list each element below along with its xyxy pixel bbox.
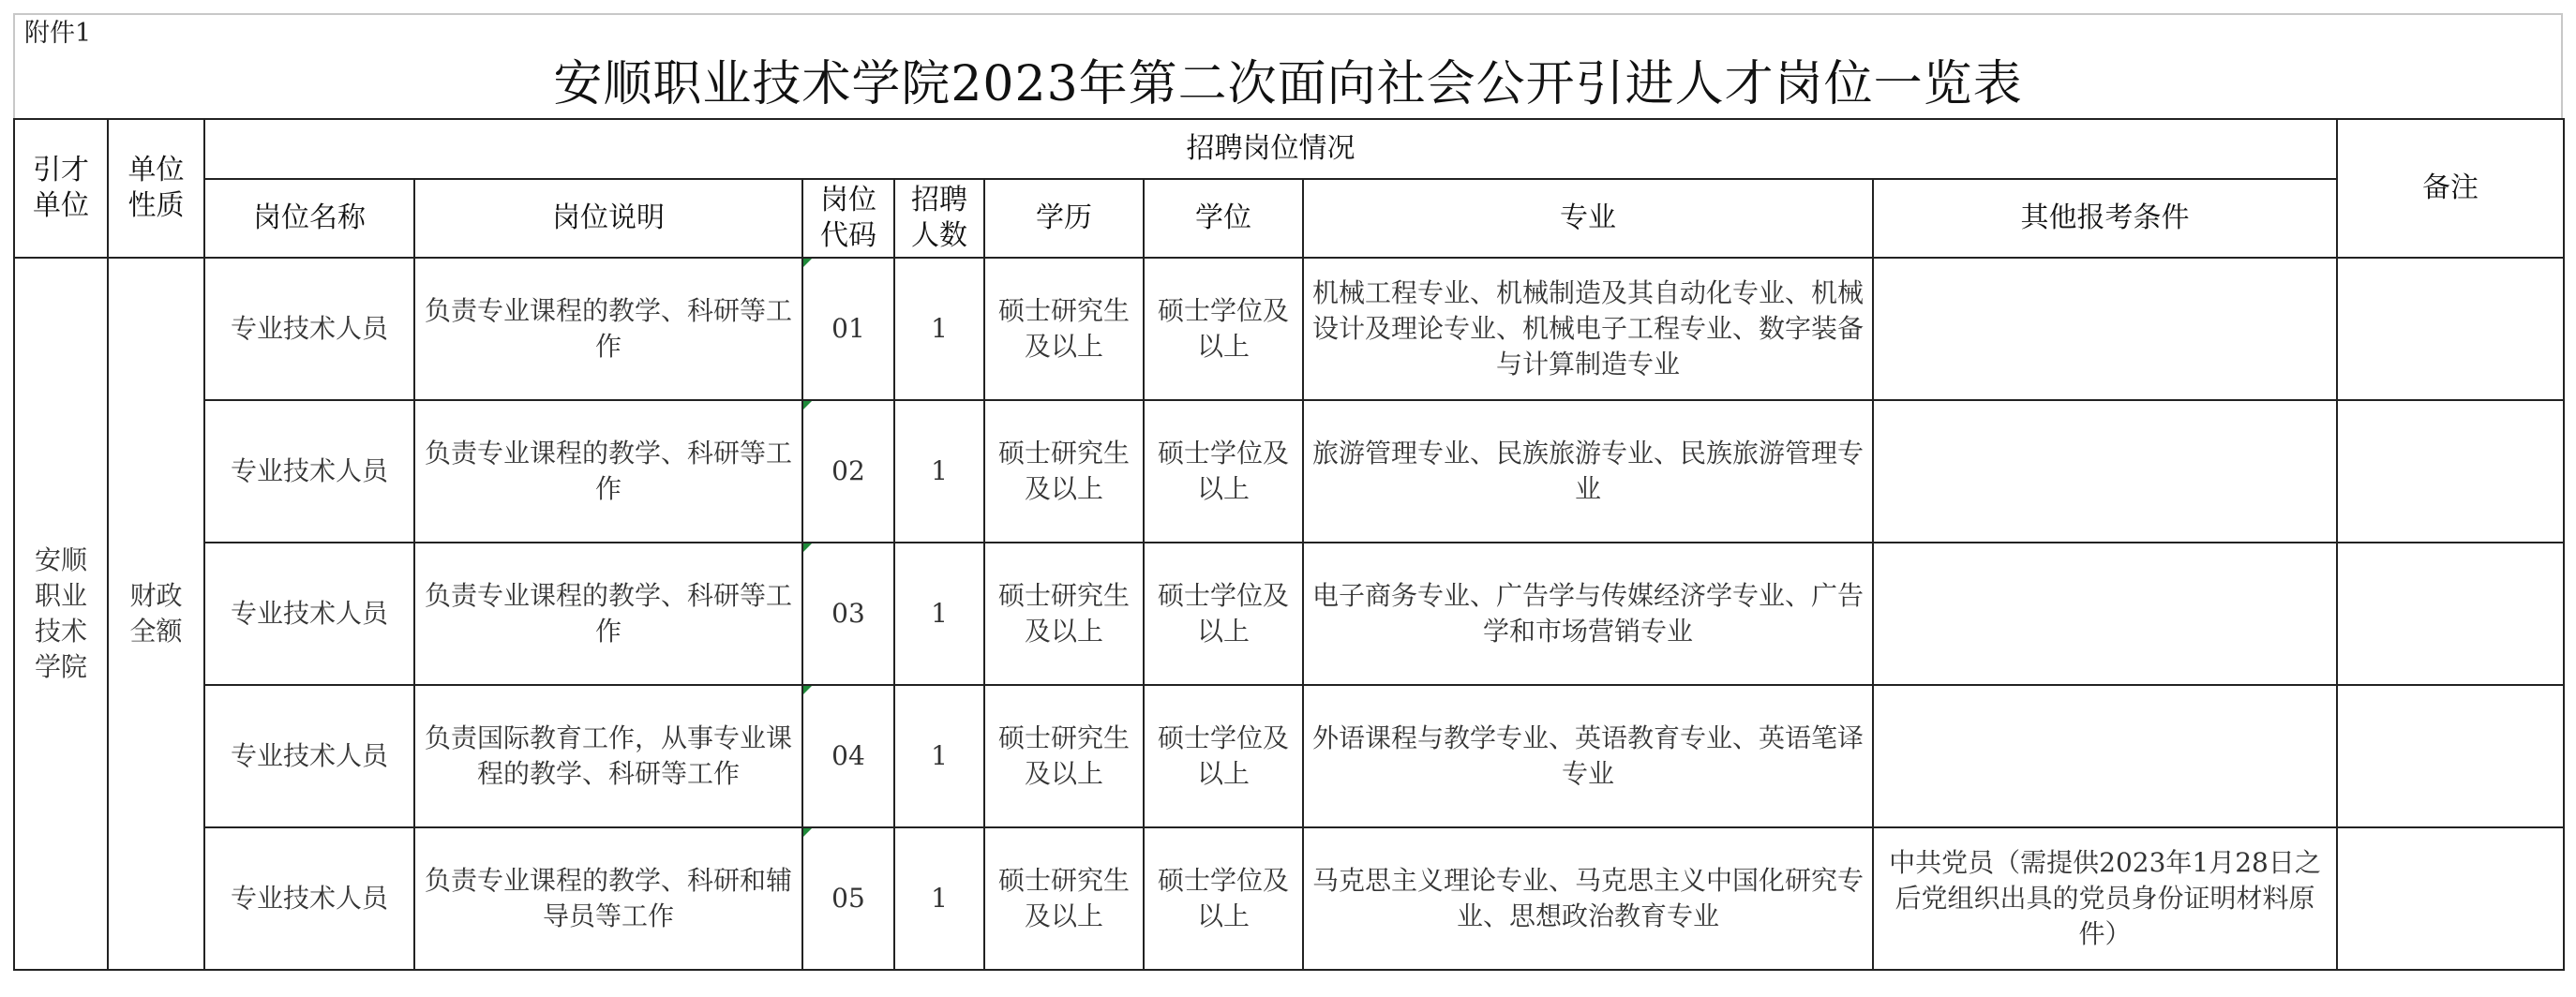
cell-other-conditions[interactable]: 中共党员（需提供2023年1月28日之后党组织出具的党员身份证明材料原件） xyxy=(1873,827,2337,970)
spreadsheet-sheet xyxy=(13,13,2563,971)
table-row xyxy=(14,258,2564,400)
cell-num-recruit[interactable]: 1 xyxy=(894,258,984,400)
cell-note-marker-icon xyxy=(803,401,812,409)
cell-position-code-text: 03 xyxy=(831,598,865,629)
header-unit-type-text: 单位 性质 xyxy=(127,154,185,222)
cell-unit-text: 安顺 职业 技术 学院 xyxy=(34,544,87,682)
cell-position-code-text: 01 xyxy=(831,313,865,344)
cell-num-recruit[interactable]: 1 xyxy=(894,827,984,970)
cell-degree[interactable]: 硕士学位及以上 xyxy=(1144,543,1303,685)
cell-degree[interactable]: 硕士学位及以上 xyxy=(1144,827,1303,970)
cell-note-marker-icon xyxy=(803,543,812,552)
table-row xyxy=(14,685,2564,827)
header-position-code-text: 岗位 代码 xyxy=(820,184,876,252)
cell-position-code[interactable] xyxy=(802,400,894,543)
cell-unit-type-text: 财政 全额 xyxy=(129,580,183,647)
cell-position-code-text: 04 xyxy=(831,740,865,771)
cell-position-code-text: 02 xyxy=(831,455,865,486)
cell-degree[interactable]: 硕士学位及以上 xyxy=(1144,258,1303,400)
header-recruit-group[interactable]: 招聘岗位情况 xyxy=(204,119,2337,179)
cell-remarks[interactable] xyxy=(2337,258,2564,400)
header-unit[interactable] xyxy=(14,119,108,258)
cell-position-code[interactable] xyxy=(802,685,894,827)
cell-position-code[interactable] xyxy=(802,258,894,400)
cell-note-marker-icon xyxy=(803,828,812,837)
cell-remarks[interactable] xyxy=(2337,685,2564,827)
cell-num-recruit[interactable]: 1 xyxy=(894,400,984,543)
cell-education[interactable]: 硕士研究生及以上 xyxy=(984,258,1144,400)
cell-major[interactable]: 电子商务专业、广告学与传媒经济学专业、广告学和市场营销专业 xyxy=(1303,543,1873,685)
table-row xyxy=(14,400,2564,543)
table-row xyxy=(14,827,2564,970)
cell-position-name[interactable]: 专业技术人员 xyxy=(204,258,414,400)
cell-position-name[interactable]: 专业技术人员 xyxy=(204,685,414,827)
cell-position-desc[interactable]: 负责专业课程的教学、科研等工作 xyxy=(414,543,802,685)
header-row-1 xyxy=(14,119,2564,179)
cell-remarks[interactable] xyxy=(2337,827,2564,970)
header-unit-type[interactable] xyxy=(108,119,204,258)
cell-num-recruit[interactable]: 1 xyxy=(894,543,984,685)
cell-other-conditions[interactable] xyxy=(1873,543,2337,685)
cell-degree[interactable]: 硕士学位及以上 xyxy=(1144,400,1303,543)
cell-major[interactable]: 旅游管理专业、民族旅游专业、民族旅游管理专业 xyxy=(1303,400,1873,543)
header-position-name[interactable]: 岗位名称 xyxy=(204,179,414,258)
table-row xyxy=(14,543,2564,685)
header-num-recruit-text: 招聘 人数 xyxy=(911,184,967,252)
cell-education[interactable]: 硕士研究生及以上 xyxy=(984,543,1144,685)
cell-major[interactable]: 马克思主义理论专业、马克思主义中国化研究专业、思想政治教育专业 xyxy=(1303,827,1873,970)
header-unit-text: 引才 单位 xyxy=(33,154,89,222)
cell-num-recruit[interactable]: 1 xyxy=(894,685,984,827)
cell-degree[interactable]: 硕士学位及以上 xyxy=(1144,685,1303,827)
cell-position-name[interactable]: 专业技术人员 xyxy=(204,543,414,685)
header-degree[interactable]: 学位 xyxy=(1144,179,1303,258)
cell-remarks[interactable] xyxy=(2337,543,2564,685)
cell-position-desc[interactable]: 负责专业课程的教学、科研等工作 xyxy=(414,400,802,543)
cell-position-code[interactable] xyxy=(802,827,894,970)
cell-position-name[interactable]: 专业技术人员 xyxy=(204,827,414,970)
cell-other-conditions[interactable] xyxy=(1873,685,2337,827)
cell-position-desc[interactable]: 负责专业课程的教学、科研和辅导员等工作 xyxy=(414,827,802,970)
cell-position-desc[interactable]: 负责专业课程的教学、科研等工作 xyxy=(414,258,802,400)
cell-remarks[interactable] xyxy=(2337,400,2564,543)
cell-position-desc[interactable]: 负责国际教育工作，从事专业课程的教学、科研等工作 xyxy=(414,685,802,827)
page-title[interactable]: 安顺职业技术学院2023年第二次面向社会公开引进人才岗位一览表 xyxy=(13,51,2563,118)
cell-unit[interactable] xyxy=(14,258,108,970)
header-other-conditions[interactable]: 其他报考条件 xyxy=(1873,179,2337,258)
cell-note-marker-icon xyxy=(803,686,812,694)
cell-other-conditions[interactable] xyxy=(1873,258,2337,400)
cell-position-code[interactable] xyxy=(802,543,894,685)
cell-major[interactable]: 机械工程专业、机械制造及其自动化专业、机械设计及理论专业、机械电子工程专业、数字装备与计算制造专业 xyxy=(1303,258,1873,400)
header-position-code[interactable] xyxy=(802,179,894,258)
cell-education[interactable]: 硕士研究生及以上 xyxy=(984,400,1144,543)
cell-position-code-text: 05 xyxy=(831,883,865,914)
cell-unit-type[interactable] xyxy=(108,258,204,970)
positions-table xyxy=(13,118,2565,971)
header-row-2 xyxy=(14,179,2564,258)
cell-other-conditions[interactable] xyxy=(1873,400,2337,543)
attachment-label[interactable]: 附件1 xyxy=(13,13,2563,51)
header-position-desc[interactable]: 岗位说明 xyxy=(414,179,802,258)
header-education[interactable]: 学历 xyxy=(984,179,1144,258)
cell-position-name[interactable]: 专业技术人员 xyxy=(204,400,414,543)
cell-note-marker-icon xyxy=(803,259,812,267)
cell-education[interactable]: 硕士研究生及以上 xyxy=(984,827,1144,970)
header-remarks[interactable]: 备注 xyxy=(2337,119,2564,258)
cell-major[interactable]: 外语课程与教学专业、英语教育专业、英语笔译专业 xyxy=(1303,685,1873,827)
header-num-recruit[interactable] xyxy=(894,179,984,258)
cell-education[interactable]: 硕士研究生及以上 xyxy=(984,685,1144,827)
header-major[interactable]: 专业 xyxy=(1303,179,1873,258)
